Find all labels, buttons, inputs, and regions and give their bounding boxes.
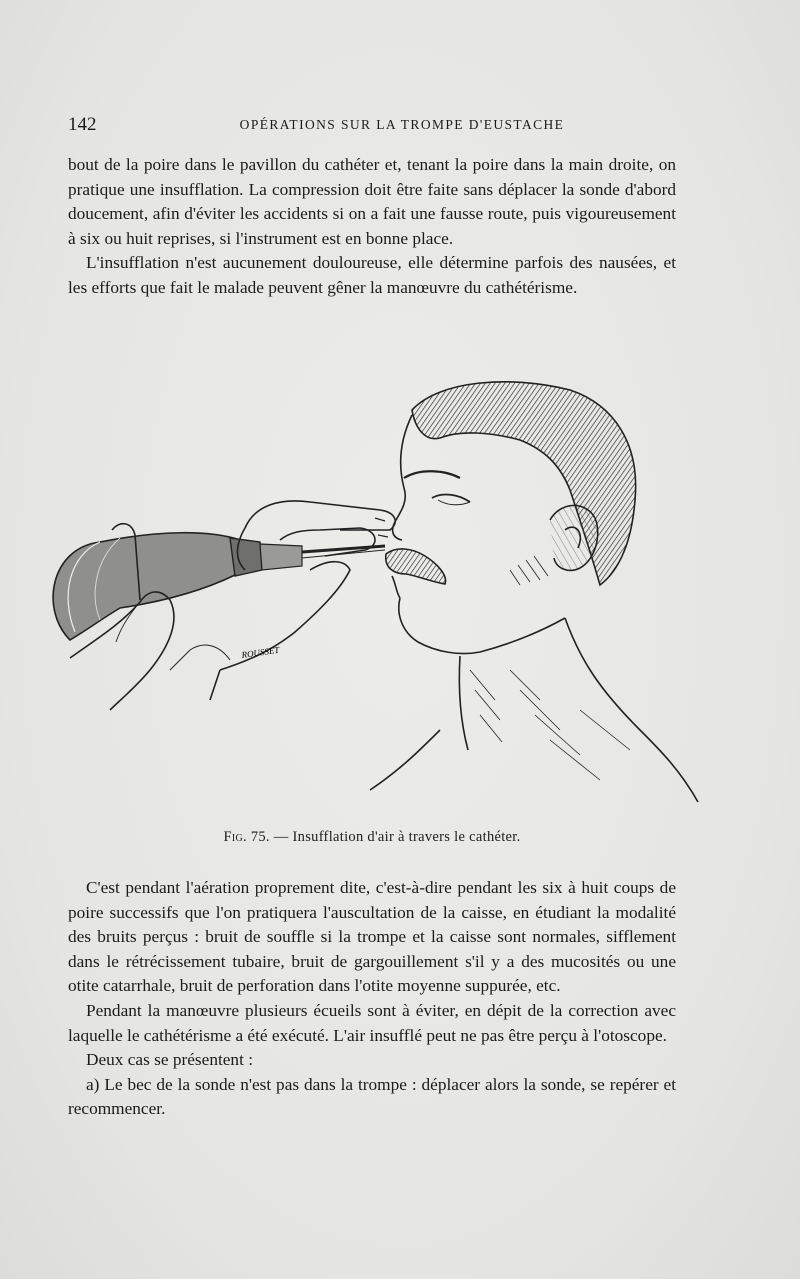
paragraph: C'est pendant l'aération proprement dite, c'est-à-dire pendant les six à huit coups de poire successifs que l'on pratiquera l'auscultation de la caisse, en étudiant la modalité des bruits perçus : bruit de souffle si la trompe et la caisse sont normales, sifflement dans le rétrécissement tubaire, bruit de gargouillement s'il y a des mucosités ou une otite catarrhale, bruit de perforation dans l'otite moyenne suppurée, etc. [68,878,676,996]
paragraph: Pendant la manœuvre plusieurs écueils sont à éviter, en dépit de la correction avec laquelle le cathétérisme a été exécuté. L'air insufflé peut ne pas être perçu à l'otoscope. [68,1000,676,1045]
paragraph: Deux cas se présentent : [86,1050,253,1070]
figure-caption [68,829,676,846]
lower-text-block [68,876,676,1122]
running-title: OPÉRATIONS SUR LA TROMPE D'EUSTACHE [239,117,565,132]
paragraph: bout de la poire dans le pavillon du cathéter et, tenant la poire dans la main droite, on pratique une insufflation. La compression doit être faite sans déplacer la sonde d'abord doucement, afin d'éviter les accidents si on a fait une fausse route, puis vigoureusement à six ou huit reprises, si l'instrument est en bonne place. [68,155,676,248]
page-header [68,114,676,136]
page-number: 142 [68,114,97,135]
paragraph: a) Le bec de la sonde n'est pas dans la trompe : déplacer alors la sonde, se repérer et recommencer. [68,1074,676,1119]
right-hand [170,501,395,700]
artist-signature: ROUSSET [240,644,280,660]
rubber-bulb [53,533,302,640]
paragraph: L'insufflation n'est aucunement douloureuse, elle détermine parfois des nausées, et les efforts que fait le malade peuvent gêner la manœuvre du cathétérisme. [68,253,676,297]
upper-text-block [68,153,676,301]
figure-caption-text: — Insufflation d'air à travers le cathéter. [273,829,521,845]
patient-head [370,382,698,802]
insufflation-illustration [40,370,710,810]
figure-label: Fig. 75. [223,829,270,845]
